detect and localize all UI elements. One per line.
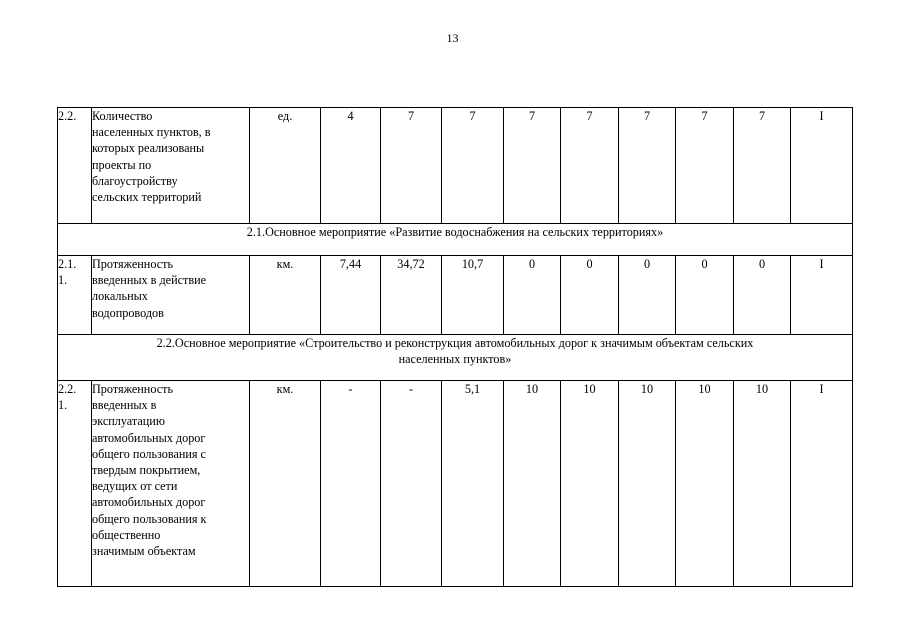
- indicator-name-line: автомобильных дорог: [92, 430, 206, 445]
- value-cell: 7: [619, 108, 676, 224]
- value-cell: 7: [504, 108, 561, 224]
- indicator-name-line: общего пользования с: [92, 446, 206, 461]
- value-cell: 0: [676, 256, 734, 335]
- value-cell: 10: [504, 381, 561, 587]
- value-cell: 7: [381, 108, 442, 224]
- indicator-name: [92, 381, 250, 587]
- row-number-line: 2.2.: [58, 109, 77, 123]
- row-number-line: 1.: [58, 273, 68, 288]
- value-cell: 7: [442, 108, 504, 224]
- value-cell: 10: [561, 381, 619, 587]
- indicator-name-line: благоустройству: [92, 173, 178, 188]
- indicator-name-line: населенных пунктов, в: [92, 125, 211, 140]
- table-row: [58, 108, 853, 224]
- row-number-line: 2.1.: [58, 257, 77, 271]
- value-cell: -: [321, 381, 381, 587]
- indicator-name-line: сельских территорий: [92, 190, 202, 205]
- indicator-name-line: Протяженность: [92, 382, 174, 396]
- indicator-name-line: общественно: [92, 527, 161, 542]
- row-number: [58, 108, 92, 224]
- page-number: 13: [446, 31, 459, 45]
- value-cell: 10: [619, 381, 676, 587]
- value-cell: 34,72: [381, 256, 442, 335]
- value-cell: 0: [619, 256, 676, 335]
- indicator-name-line: введенных в: [92, 398, 157, 413]
- section-row: [58, 224, 853, 256]
- value-cell: 10: [676, 381, 734, 587]
- value-cell: 0: [561, 256, 619, 335]
- indicator-name-line: водопроводов: [92, 305, 164, 320]
- indicator-name-line: Количество: [92, 109, 153, 123]
- indicator-name-line: Протяженность: [92, 257, 174, 271]
- indicator-name-line: общего пользования к: [92, 511, 207, 526]
- section-row: [58, 335, 853, 381]
- value-cell: -: [381, 381, 442, 587]
- last-cell: I: [791, 108, 853, 224]
- unit-cell: км.: [250, 256, 321, 335]
- table-row: [58, 256, 853, 335]
- value-cell: 10: [734, 381, 791, 587]
- indicator-name-line: твердым покрытием,: [92, 463, 201, 478]
- indicators-table: [57, 107, 853, 587]
- indicator-name-line: эксплуатацию: [92, 414, 165, 429]
- indicator-name-line: проекты по: [92, 157, 152, 172]
- last-cell: I: [791, 256, 853, 335]
- value-cell: 7: [676, 108, 734, 224]
- unit-cell: ед.: [250, 108, 321, 224]
- value-cell: 7,44: [321, 256, 381, 335]
- table-row: [58, 381, 853, 587]
- row-number-line: 2.2.: [58, 382, 77, 396]
- row-number: [58, 381, 92, 587]
- indicator-name: [92, 108, 250, 224]
- indicator-name: [92, 256, 250, 335]
- unit-cell: км.: [250, 381, 321, 587]
- indicator-name-line: значимым объектам: [92, 544, 196, 559]
- value-cell: 7: [734, 108, 791, 224]
- indicator-name-line: введенных в действие: [92, 273, 207, 288]
- indicator-name-line: автомобильных дорог: [92, 495, 206, 510]
- last-cell: I: [791, 381, 853, 587]
- indicator-name-line: которых реализованы: [92, 141, 205, 156]
- indicator-name-line: локальных: [92, 289, 148, 304]
- value-cell: 7: [561, 108, 619, 224]
- value-cell: 0: [734, 256, 791, 335]
- value-cell: 10,7: [442, 256, 504, 335]
- section-title: [58, 335, 853, 381]
- indicator-name-line: ведущих от сети: [92, 479, 178, 494]
- section-title-line: 2.1.Основное мероприятие «Развитие водоснабжения на сельских территориях»: [246, 225, 664, 239]
- value-cell: 0: [504, 256, 561, 335]
- value-cell: 4: [321, 108, 381, 224]
- section-title-line: населенных пунктов»: [398, 352, 512, 367]
- section-title-line: 2.2.Основное мероприятие «Строительство и реконструкция автомобильных дорог к значимым объектам сельских: [156, 336, 754, 350]
- section-title: [58, 224, 853, 256]
- value-cell: 5,1: [442, 381, 504, 587]
- row-number-line: 1.: [58, 398, 68, 413]
- row-number: [58, 256, 92, 335]
